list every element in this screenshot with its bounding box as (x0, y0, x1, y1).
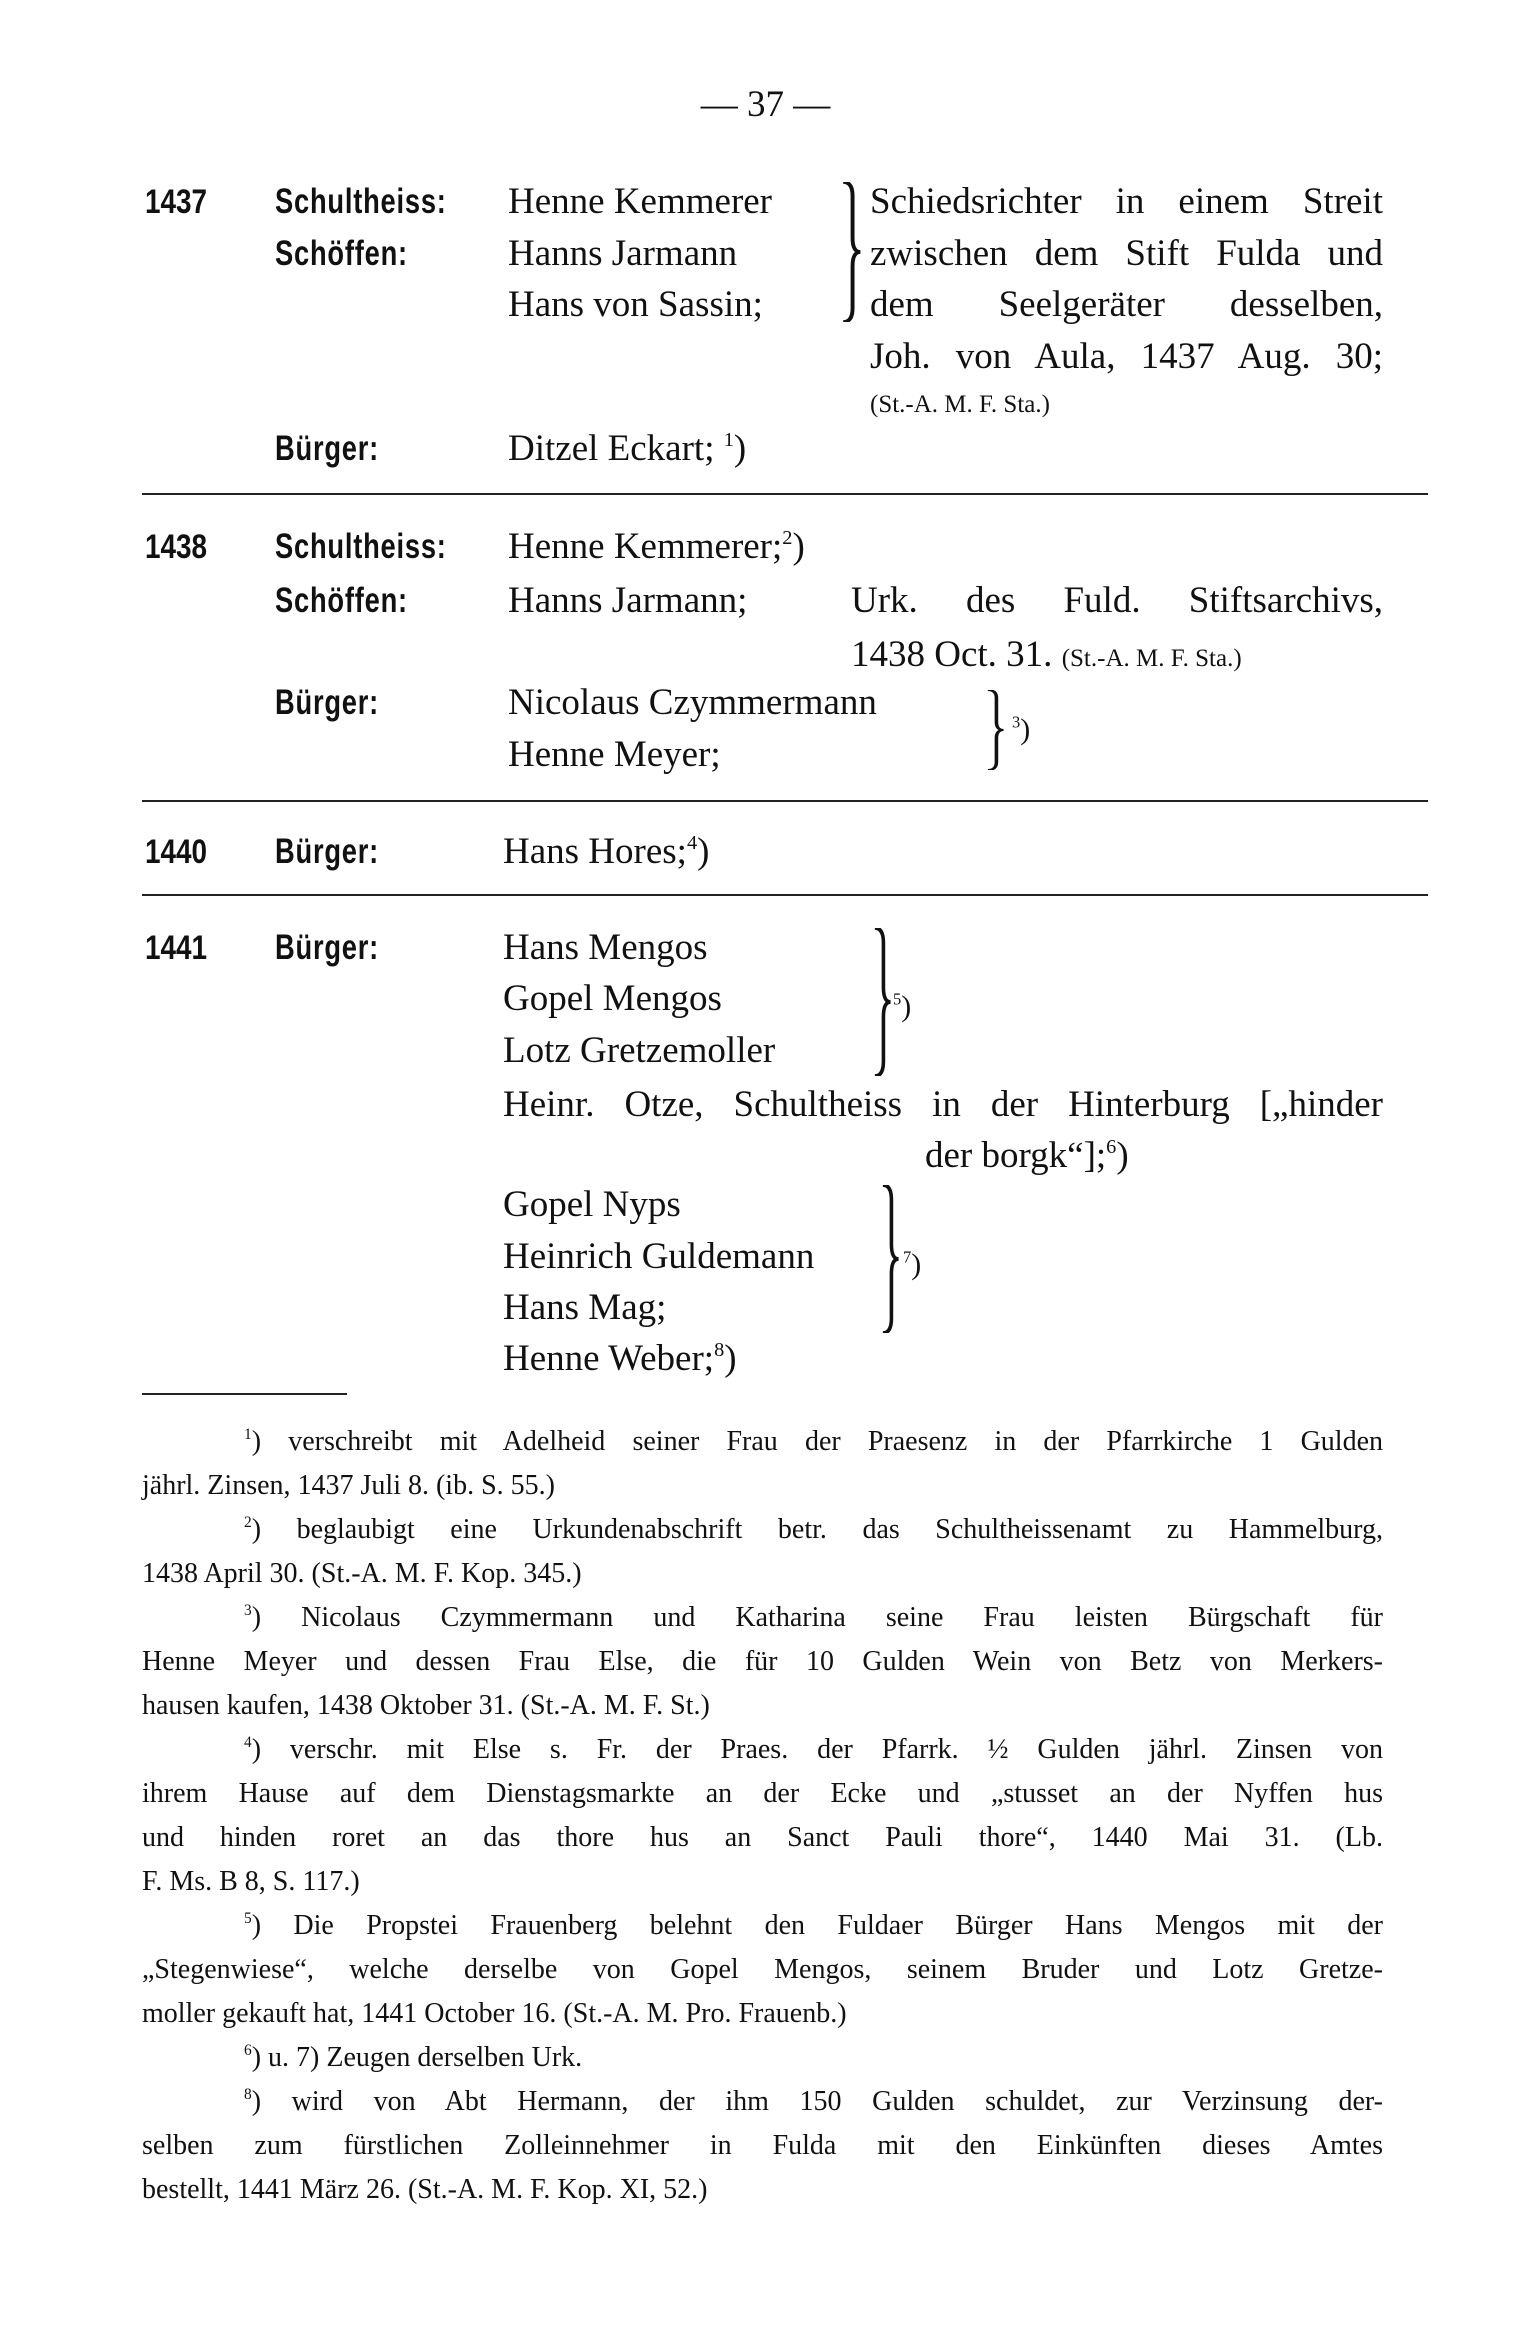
footnote (142, 2036, 1383, 2080)
role-label: Bürger: (275, 683, 380, 722)
role-label: Bürger: (275, 928, 380, 967)
bracket-icon (840, 182, 862, 322)
footnote-ref: $^7$) (903, 1247, 922, 1281)
brace-icon (872, 928, 892, 1076)
divider (142, 493, 1428, 495)
person-name: Gopel Mengos (503, 978, 722, 1019)
footnote-line: $^3$) Nicolaus Czymmermann und Katharina seine Frau leisten Bürgschaft für (244, 1602, 1384, 1633)
person-name: Nicolaus Czymmermann (508, 682, 877, 723)
person-name: Henne Kemmerer;$^2$) (508, 526, 805, 567)
footnote-line (142, 1640, 1383, 1684)
person-name: Henne Meyer; (508, 734, 721, 775)
footnote-ref: 4 (686, 831, 698, 854)
person-name: Hans Hores;$^4$) (503, 831, 710, 872)
footnote-text: u. 7) Zeugen derselben Urk. (268, 2042, 583, 2073)
footnote-text: „Stegenwiese“, welche derselbe von Gopel Mengos, seinem Bruder und Lotz Gretze- (142, 1954, 1383, 1985)
note-text: 1438 Oct. 31. (St.-A. M. F. Sta.) (851, 634, 1242, 675)
role-label: Bürger: (275, 832, 380, 871)
footnote-mark: 5 (244, 1910, 252, 1928)
note-text: der borgk“];$^6$) (925, 1135, 1129, 1176)
footnote-line (142, 2168, 1383, 2212)
source-ref: (St.-A. M. F. Sta.) (1061, 645, 1242, 672)
page-number: — 37 — (700, 84, 831, 125)
person-name: Lotz Gretzemoller (503, 1030, 776, 1071)
person-name: Heinr. Otze, Schultheiss in der Hinterburg [„hinder (503, 1084, 1383, 1125)
footnote-line (142, 1684, 1383, 1728)
footnote-mark: 4 (244, 1734, 252, 1752)
footnote-mark: 1 (244, 1426, 252, 1444)
footnote-line: $^4$) verschr. mit Else s. Fr. der Praes. der Pfarrk. ½ Gulden jährl. Zinsen von (244, 1734, 1383, 1765)
footnote-text: F. Ms. B 8, S. 117.) (142, 1866, 360, 1897)
person-name: Hanns Jarmann; (508, 580, 748, 621)
person-name: Henne Kemmerer (508, 181, 773, 222)
footnote-line (142, 1772, 1383, 1816)
footnote-ref: 8 (714, 1338, 725, 1361)
footnote-text: bestellt, 1441 März 26. (St.-A. M. F. Kop. XI, 52.) (142, 2174, 708, 2205)
footnote (142, 1904, 1383, 2036)
footnote-line (142, 2124, 1383, 2168)
footnote-ref: $^3$) (1012, 712, 1031, 746)
year: 1440 (145, 833, 208, 871)
footnote-text: 1438 April 30. (St.-A. M. F. Kop. 345.) (142, 1558, 582, 1589)
note-text: Urk. des Fuld. Stiftsarchivs, (851, 580, 1383, 621)
footnote-line (142, 1552, 1383, 1596)
year: 1441 (145, 929, 208, 967)
role-label: Schöffen: (275, 581, 408, 620)
footnote (142, 1420, 1383, 1508)
brace-icon (880, 1185, 900, 1333)
footnote-line (142, 1948, 1383, 1992)
year: 1437 (145, 183, 208, 221)
footnote-ref: $^5$) (893, 989, 912, 1023)
footnote-separator (142, 1393, 347, 1395)
footnote (142, 1596, 1383, 1728)
footnote-mark: 3 (244, 1602, 252, 1620)
footnote-text: Nicolaus Czymmermann und Katharina seine Frau leisten Bürgschaft für (301, 1602, 1384, 1633)
person-name: Hans Mag; (503, 1287, 667, 1328)
footnote-text: hausen kaufen, 1438 Oktober 31. (St.-A. M. F. St.) (142, 1690, 710, 1721)
footnotes (142, 1420, 1383, 2212)
footnote-text: verschreibt mit Adelheid seiner Frau der Praesenz in der Pfarrkirche 1 Gulden (288, 1426, 1384, 1457)
footnote-text: Die Propstei Frauenberg belehnt den Fuldaer Bürger Hans Mengos mit der (293, 1910, 1383, 1941)
person-name: Hans von Sassin; (508, 284, 763, 325)
footnote-mark: 8 (244, 2086, 252, 2104)
person-name: Hanns Jarmann (508, 233, 738, 274)
note-text: dem Seelgeräter desselben, (870, 284, 1383, 325)
person-name: Gopel Nyps (503, 1184, 681, 1225)
footnote-line (142, 1860, 1383, 1904)
footnote (142, 1508, 1383, 1596)
divider (142, 894, 1428, 896)
footnote-text: moller gekauft hat, 1441 October 16. (St.-A. M. Pro. Frauenb.) (142, 1998, 847, 2029)
footnote-text: jährl. Zinsen, 1437 Juli 8. (ib. S. 55.) (142, 1470, 555, 1501)
footnote-line (142, 1816, 1383, 1860)
footnote-line: $^8$) wird von Abt Hermann, der ihm 150 Gulden schuldet, zur Verzinsung der- (244, 2086, 1383, 2117)
note-text: Joh. von Aula, 1437 Aug. 30; (870, 336, 1383, 377)
footnote-line: $^6$) u. 7) Zeugen derselben Urk. (244, 2042, 583, 2073)
footnote-text: ihrem Hause auf dem Dienstagsmarkte an der Ecke und „stusset an der Nyffen hus (142, 1778, 1383, 1809)
footnote (142, 2080, 1383, 2212)
footnote-mark: 2 (244, 1514, 252, 1532)
footnote-line: $^1$) verschreibt mit Adelheid seiner Frau der Praesenz in der Pfarrkirche 1 Gulden (244, 1426, 1384, 1457)
role-label: Schultheiss: (275, 527, 447, 566)
footnote-ref: 1 (723, 428, 734, 451)
footnote-line: $^2$) beglaubigt eine Urkundenabschrift betr. das Schultheissenamt zu Hammelburg, (244, 1514, 1383, 1545)
footnote-line (142, 1464, 1383, 1508)
footnote-mark: 6 (244, 2042, 252, 2060)
role-label: Bürger: (275, 429, 380, 468)
person-name: Henne Weber;$^8$) (503, 1338, 737, 1379)
role-label: Schultheiss: (275, 182, 447, 221)
footnote (142, 1728, 1383, 1904)
footnote-ref: 6 (1106, 1135, 1117, 1158)
divider (142, 800, 1428, 802)
footnote-text: wird von Abt Hermann, der ihm 150 Gulden schuldet, zur Verzinsung der- (291, 2086, 1383, 2117)
footnote-line: $^5$) Die Propstei Frauenberg belehnt den Fuldaer Bürger Hans Mengos mit der (244, 1910, 1383, 1941)
footnote-line (142, 1992, 1383, 2036)
year: 1438 (145, 528, 208, 566)
footnote-text: und hinden roret an das thore hus an Sanct Pauli thore“, 1440 Mai 31. (Lb. (142, 1822, 1383, 1853)
brace-icon (985, 690, 1005, 770)
footnote-ref: 2 (782, 526, 793, 549)
source-ref: (St.-A. M. F. Sta.) (870, 391, 1050, 418)
note-text: zwischen dem Stift Fulda und (870, 233, 1383, 274)
footnote-text: Henne Meyer und dessen Frau Else, die für 10 Gulden Wein von Betz von Merkers- (142, 1646, 1383, 1677)
person-name: Hans Mengos (503, 927, 708, 968)
footnote-text: beglaubigt eine Urkundenabschrift betr. das Schultheissenamt zu Hammelburg, (296, 1514, 1383, 1545)
footnote-text: verschr. mit Else s. Fr. der Praes. der Pfarrk. ½ Gulden jährl. Zinsen von (289, 1734, 1383, 1765)
note-text: Schiedsrichter in einem Streit (870, 181, 1383, 222)
person-name: Heinrich Guldemann (503, 1236, 815, 1277)
person-name: Ditzel Eckart; $^1$) (508, 428, 747, 469)
role-label: Schöffen: (275, 234, 408, 273)
footnote-text: selben zum fürstlichen Zolleinnehmer in Fulda mit den Einkünften dieses Amtes (142, 2130, 1383, 2161)
